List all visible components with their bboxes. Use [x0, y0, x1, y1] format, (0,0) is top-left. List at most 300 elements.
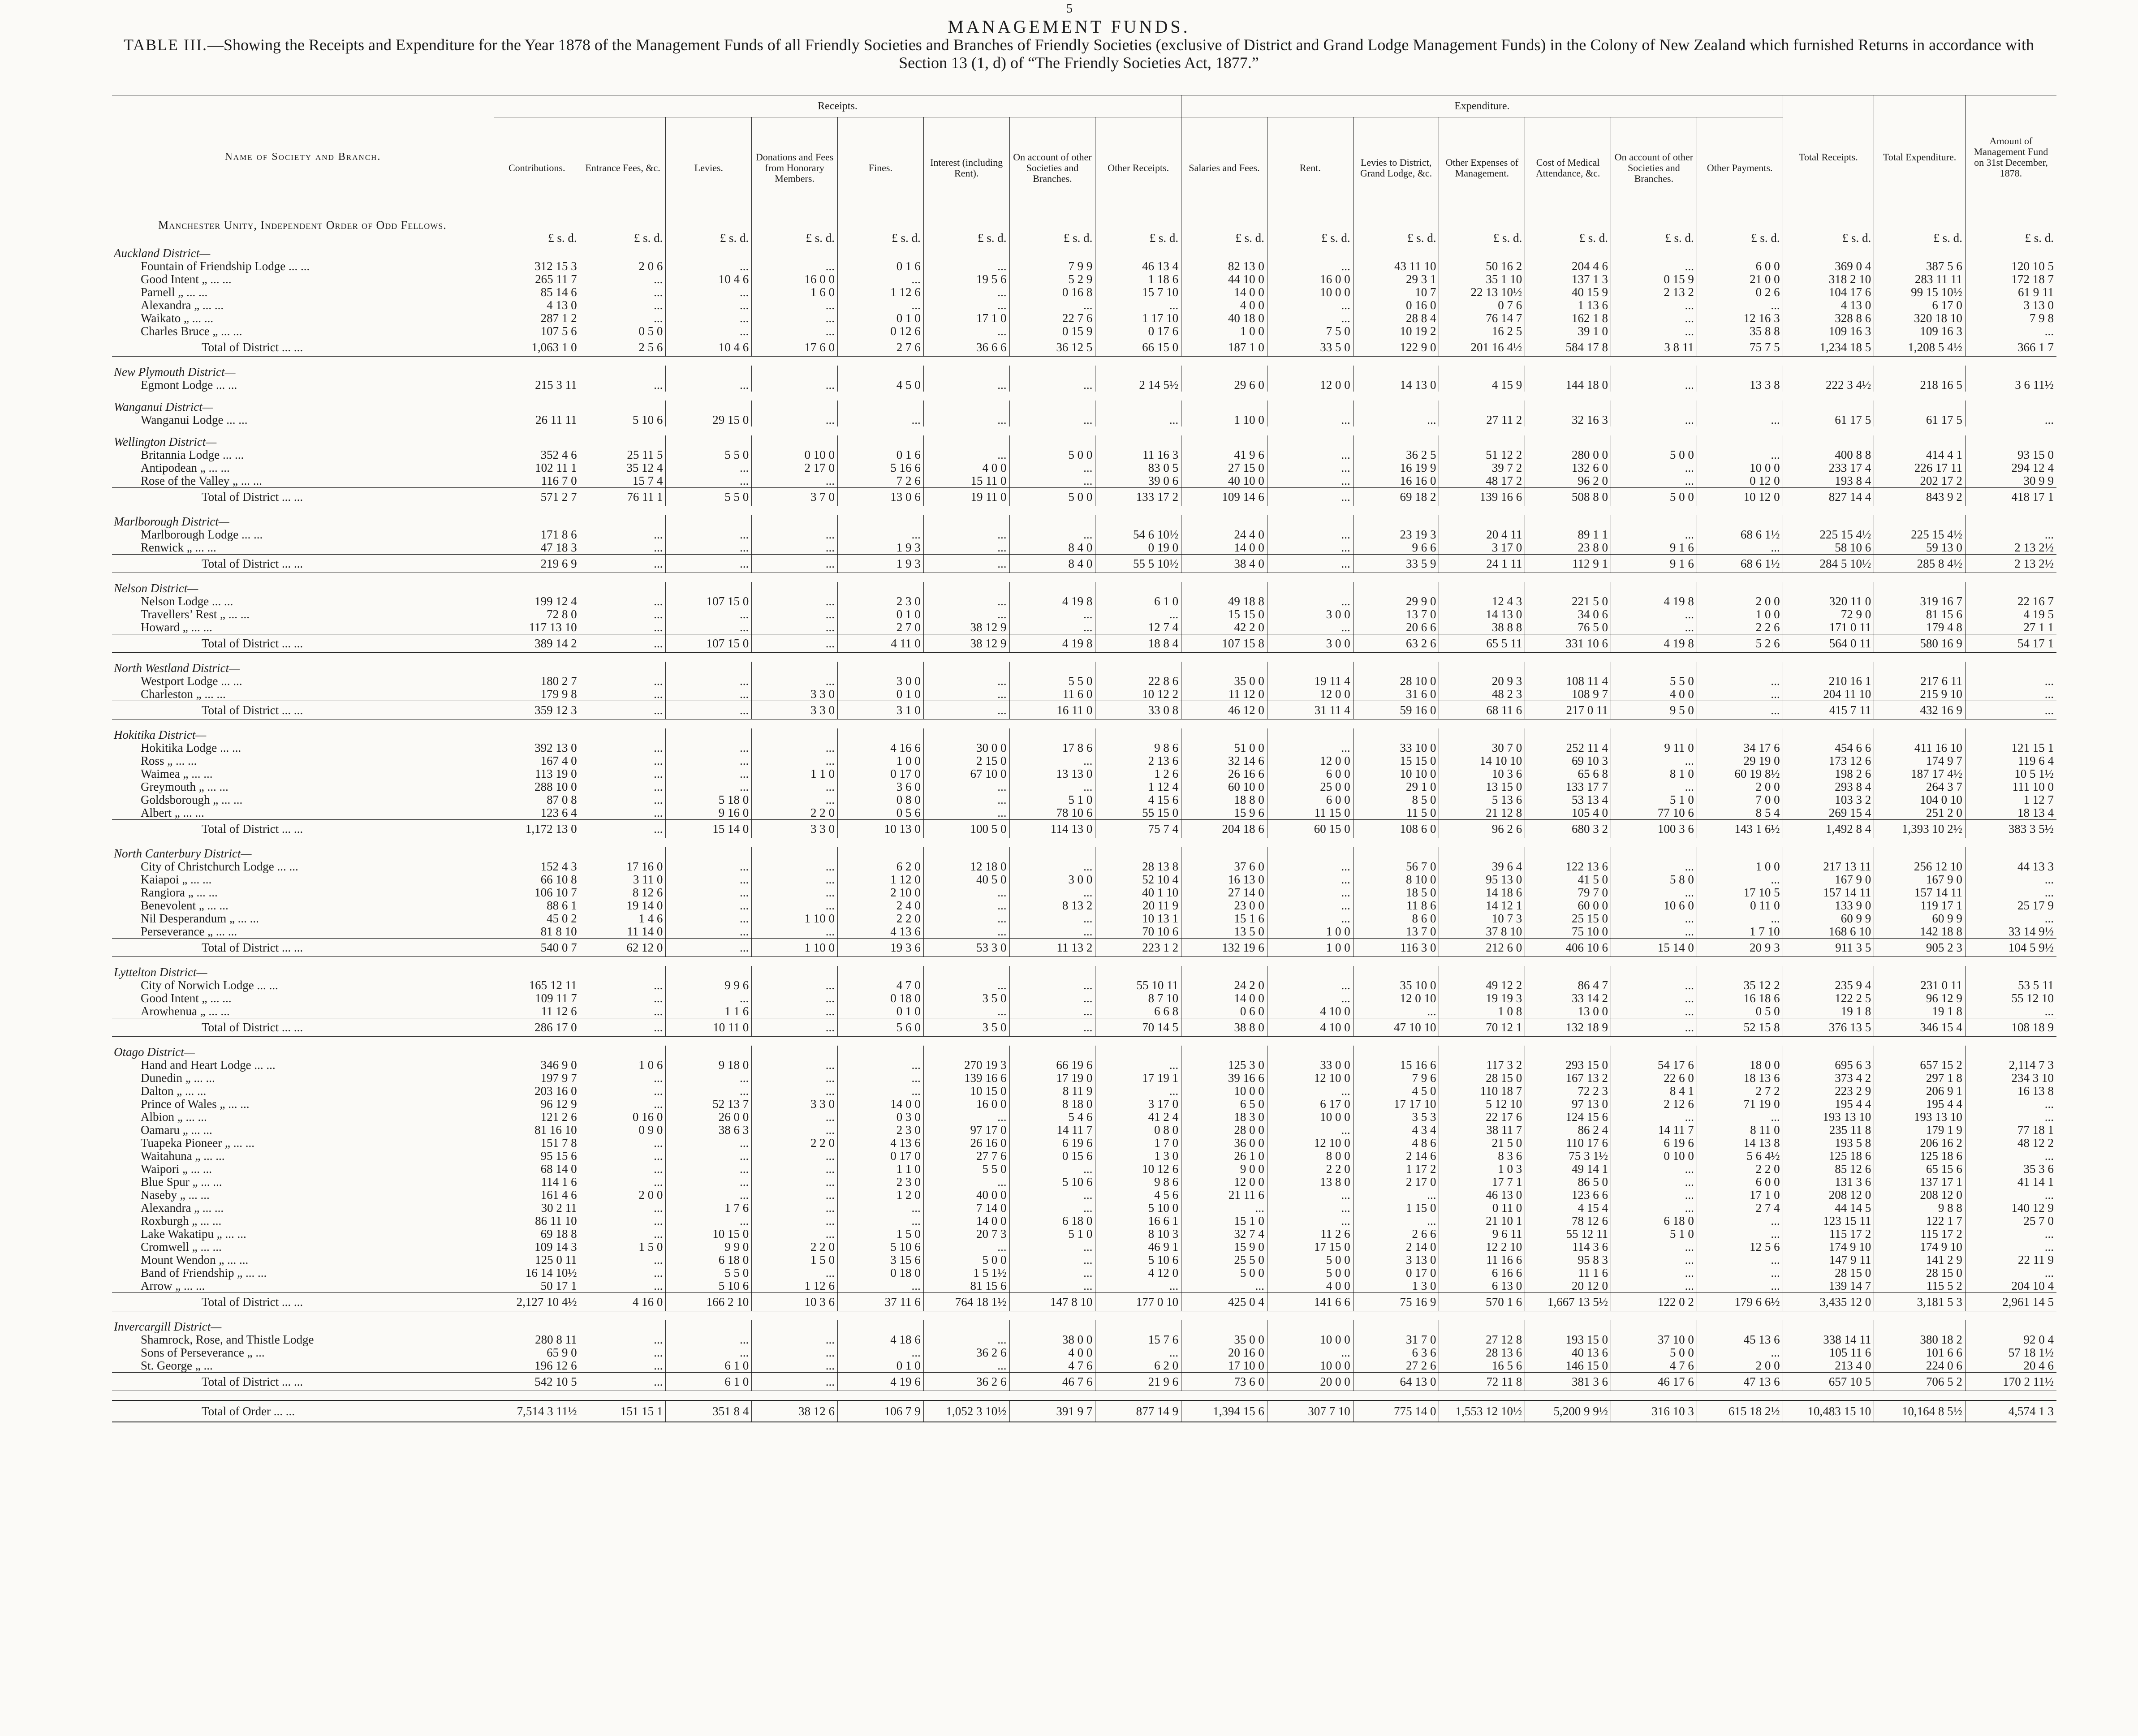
amount-cell: 19 3 6: [837, 939, 923, 957]
amount-cell: 66 19 6: [1009, 1059, 1095, 1072]
amount-cell: 47 18 3: [494, 541, 580, 555]
amount-cell: [1439, 219, 1525, 232]
amount-cell: 328 8 6: [1783, 312, 1874, 325]
amount-cell: 3 0 0: [1267, 634, 1353, 653]
amount-cell: ...: [580, 806, 666, 820]
amount-cell: 4 0 0: [1009, 1346, 1095, 1359]
amount-cell: 77 18 1: [1965, 1124, 2056, 1137]
amount-cell: [1525, 966, 1611, 979]
amount-cell: 346 15 4: [1874, 1018, 1966, 1037]
amount-cell: 4 5 0: [837, 379, 923, 392]
amount-cell: 68 6 1½: [1697, 555, 1783, 573]
lodge-row: [112, 1215, 2056, 1228]
amount-cell: [1095, 728, 1181, 741]
amount-cell: ...: [580, 1072, 666, 1085]
order-total-row: [112, 1400, 2056, 1422]
amount-cell: 1,234 18 5: [1783, 338, 1874, 357]
amount-cell: ...: [1611, 1005, 1697, 1018]
amount-cell: ...: [1611, 528, 1697, 541]
amount-cell: [837, 1320, 923, 1333]
amount-cell: 5 10 6: [666, 1279, 752, 1293]
amount-cell: 26 0 0: [666, 1111, 752, 1124]
amount-cell: ...: [1965, 414, 2056, 426]
amount-cell: 571 2 7: [494, 488, 580, 506]
amount-cell: 210 16 1: [1783, 675, 1874, 688]
row-name: Total of District ... ...: [112, 1018, 494, 1037]
amount-cell: 20 12 0: [1525, 1279, 1611, 1293]
amount-cell: 0 1 0: [837, 1005, 923, 1018]
amount-cell: ...: [1009, 461, 1095, 474]
lodge-row: [112, 793, 2056, 806]
amount-cell: 0 5 0: [1697, 1005, 1783, 1018]
amount-cell: [837, 401, 923, 414]
amount-cell: 23 8 0: [1525, 541, 1611, 555]
amount-cell: 120 10 5: [1965, 260, 2056, 273]
amount-cell: 387 5 6: [1874, 260, 1966, 273]
amount-cell: ...: [837, 273, 923, 286]
spacer-cell: [112, 838, 2056, 848]
amount-cell: 133 9 0: [1783, 899, 1874, 912]
amount-cell: 16 0 0: [752, 273, 838, 286]
amount-cell: 30 0 0: [923, 741, 1009, 754]
amount-cell: 1,553 12 10½: [1439, 1400, 1525, 1422]
amount-cell: ...: [1697, 675, 1783, 688]
amount-cell: ...: [1267, 992, 1353, 1005]
amount-cell: 180 2 7: [494, 675, 580, 688]
amount-cell: 4 19 8: [1611, 595, 1697, 608]
amount-cell: 4 13 0: [494, 299, 580, 312]
amount-cell: [1181, 247, 1267, 260]
amount-cell: 60 15 0: [1267, 820, 1353, 838]
amount-cell: 1 1 6: [666, 1005, 752, 1018]
amount-cell: [752, 1320, 838, 1333]
amount-cell: ...: [1611, 621, 1697, 634]
amount-cell: 0 8 0: [837, 793, 923, 806]
amount-cell: 35 0 0: [1181, 675, 1267, 688]
amount-cell: ...: [1611, 299, 1697, 312]
row-name: Oamaru „ ... ...: [141, 1124, 212, 1137]
amount-cell: 162 1 8: [1525, 312, 1611, 325]
amount-cell: 223 1 2: [1095, 939, 1181, 957]
amount-cell: 26 16 6: [1181, 767, 1267, 780]
amount-cell: ...: [1095, 1059, 1181, 1072]
amount-cell: 167 9 0: [1783, 873, 1874, 886]
amount-cell: [1353, 1046, 1439, 1059]
currency-unit-label: £ s. d.: [923, 232, 1009, 247]
row-name: Westport Lodge ... ...: [141, 675, 242, 688]
currency-unit-label: £ s. d.: [1353, 232, 1439, 247]
amount-cell: ...: [1965, 688, 2056, 701]
amount-cell: 5 8 0: [1611, 873, 1697, 886]
lodge-row: [112, 621, 2056, 634]
amount-cell: [1611, 1046, 1697, 1059]
amount-cell: 16 19 9: [1353, 461, 1439, 474]
amount-cell: 877 14 9: [1095, 1400, 1181, 1422]
amount-cell: [752, 219, 838, 232]
amount-cell: 40 10 0: [1181, 474, 1267, 488]
amount-cell: 2 4 0: [837, 899, 923, 912]
amount-cell: ...: [923, 595, 1009, 608]
amount-cell: [666, 366, 752, 379]
amount-cell: 3 3 0: [752, 820, 838, 838]
amount-cell: [1965, 1320, 2056, 1333]
row-name: Charles Bruce „ ... ...: [141, 325, 242, 338]
amount-cell: 8 10 0: [1353, 873, 1439, 886]
row-name: Waitahuna „ ... ...: [141, 1150, 225, 1163]
amount-cell: ...: [1697, 448, 1783, 461]
amount-cell: 0 1 0: [837, 608, 923, 621]
amount-cell: 195 4 4: [1783, 1098, 1874, 1111]
amount-cell: ...: [923, 1005, 1009, 1018]
district-total-row: [112, 701, 2056, 719]
amount-cell: 1 0 6: [580, 1059, 666, 1072]
district-heading-row: [112, 662, 2056, 675]
amount-cell: [1874, 219, 1966, 232]
amount-cell: ...: [666, 1150, 752, 1163]
amount-cell: 10 3 6: [752, 1293, 838, 1311]
amount-cell: [1783, 366, 1874, 379]
currency-unit-label: £ s. d.: [1697, 232, 1783, 247]
amount-cell: ...: [666, 767, 752, 780]
amount-cell: 122 0 2: [1611, 1293, 1697, 1311]
amount-cell: 316 10 3: [1611, 1400, 1697, 1422]
amount-cell: ...: [1611, 886, 1697, 899]
amount-cell: ...: [1009, 299, 1095, 312]
amount-cell: 1 12 4: [1095, 780, 1181, 793]
row-name: Britannia Lodge ... ...: [141, 448, 244, 461]
amount-cell: ...: [1611, 325, 1697, 338]
amount-cell: 141 2 9: [1874, 1254, 1966, 1266]
row-name: Total of District ... ...: [112, 820, 494, 838]
amount-cell: 105 11 6: [1783, 1346, 1874, 1359]
amount-cell: ...: [666, 780, 752, 793]
amount-cell: 15 15 0: [1181, 608, 1267, 621]
amount-cell: 2 2 0: [752, 806, 838, 820]
amount-cell: 5 0 0: [1611, 488, 1697, 506]
lodge-row: [112, 1333, 2056, 1346]
amount-cell: ...: [1697, 1111, 1783, 1124]
amount-cell: 1 5 0: [580, 1241, 666, 1254]
amount-cell: 1 9 3: [837, 555, 923, 573]
amount-cell: ...: [1009, 1005, 1095, 1018]
amount-cell: 5 0 0: [1181, 1266, 1267, 1279]
amount-cell: ...: [1009, 1254, 1095, 1266]
amount-cell: 15 9 0: [1181, 1241, 1267, 1254]
amount-cell: 95 13 0: [1439, 873, 1525, 886]
lodge-row: [112, 1176, 2056, 1189]
amount-cell: 34 17 6: [1697, 741, 1783, 754]
amount-cell: 107 15 8: [1181, 634, 1267, 653]
amount-cell: 1 9 3: [837, 541, 923, 555]
amount-cell: 208 12 0: [1874, 1189, 1966, 1202]
amount-cell: 12 10 0: [1267, 1072, 1353, 1085]
amount-cell: 10 12 6: [1095, 1163, 1181, 1176]
amount-cell: [752, 728, 838, 741]
amount-cell: 1 17 2: [1353, 1163, 1439, 1176]
amount-cell: [494, 847, 580, 860]
amount-cell: 2 15 0: [923, 754, 1009, 767]
amount-cell: ...: [837, 1085, 923, 1098]
amount-cell: 352 4 6: [494, 448, 580, 461]
spacer-cell: [112, 573, 2056, 582]
amount-cell: 115 17 2: [1874, 1228, 1966, 1241]
amount-cell: 0 1 6: [837, 448, 923, 461]
amount-cell: 109 14 6: [1181, 488, 1267, 506]
amount-cell: [494, 401, 580, 414]
amount-cell: ...: [1009, 886, 1095, 899]
amount-cell: 0 7 6: [1439, 299, 1525, 312]
amount-cell: 122 9 0: [1353, 338, 1439, 357]
amount-cell: [1611, 515, 1697, 528]
amount-cell: 351 8 4: [666, 1400, 752, 1422]
amount-cell: 14 18 6: [1439, 886, 1525, 899]
row-name: Invercargill District—: [114, 1320, 222, 1333]
amount-cell: ...: [666, 541, 752, 555]
row-name: City of Christchurch Lodge ... ...: [141, 860, 298, 873]
amount-cell: 11 6 0: [1009, 688, 1095, 701]
amount-cell: [1267, 728, 1353, 741]
amount-cell: ...: [923, 608, 1009, 621]
amount-cell: ...: [580, 979, 666, 992]
amount-cell: ...: [1697, 1279, 1783, 1293]
amount-cell: 320 11 0: [1783, 595, 1874, 608]
amount-cell: 11 14 0: [580, 925, 666, 939]
amount-cell: 8 4 0: [1009, 541, 1095, 555]
spacer-cell: [112, 957, 2056, 966]
amount-cell: 4 19 8: [1009, 595, 1095, 608]
amount-cell: [1697, 401, 1783, 414]
amount-cell: 14 0 0: [1181, 992, 1267, 1005]
amount-cell: ...: [752, 754, 838, 767]
amount-cell: 193 13 10: [1874, 1111, 1966, 1124]
column-header: Fines.: [837, 117, 923, 219]
amount-cell: 33 14 2: [1525, 992, 1611, 1005]
amount-cell: 141 6 6: [1267, 1293, 1353, 1311]
amount-cell: 1 0 0: [1697, 608, 1783, 621]
amount-cell: 28 10 0: [1353, 675, 1439, 688]
amount-cell: [1611, 966, 1697, 979]
amount-cell: [837, 247, 923, 260]
amount-cell: 19 11 0: [923, 488, 1009, 506]
amount-cell: 4 7 0: [837, 979, 923, 992]
spacer-row: [112, 838, 2056, 848]
amount-cell: [1181, 847, 1267, 860]
amount-cell: 508 8 0: [1525, 488, 1611, 506]
amount-cell: [923, 247, 1009, 260]
amount-cell: 96 2 6: [1439, 820, 1525, 838]
amount-cell: 29 19 0: [1697, 754, 1783, 767]
amount-cell: 217 0 11: [1525, 701, 1611, 719]
amount-cell: 6 16 6: [1439, 1266, 1525, 1279]
amount-cell: ...: [580, 1333, 666, 1346]
amount-cell: ...: [752, 860, 838, 873]
amount-cell: 45 0 2: [494, 912, 580, 925]
amount-cell: [1697, 662, 1783, 675]
spacer-cell: [112, 1311, 2056, 1321]
amount-cell: 179 6 6½: [1697, 1293, 1783, 1311]
amount-cell: 55 10 11: [1095, 979, 1181, 992]
amount-cell: 3 13 0: [1353, 1254, 1439, 1266]
amount-cell: 8 13 2: [1009, 899, 1095, 912]
amount-cell: 38 8 0: [1181, 1018, 1267, 1037]
amount-cell: 0 2 6: [1697, 286, 1783, 299]
amount-cell: ...: [1611, 379, 1697, 392]
district-total-row: [112, 1018, 2056, 1037]
amount-cell: [1525, 728, 1611, 741]
amount-cell: 1,063 1 0: [494, 338, 580, 357]
amount-cell: 3 13 0: [1965, 299, 2056, 312]
lodge-row: [112, 1279, 2056, 1293]
amount-cell: 215 3 11: [494, 379, 580, 392]
amount-cell: ...: [1009, 912, 1095, 925]
amount-cell: 1 1 0: [837, 1163, 923, 1176]
amount-cell: 61 17 5: [1874, 414, 1966, 426]
amount-cell: [1525, 662, 1611, 675]
amount-cell: 55 12 10: [1965, 992, 2056, 1005]
amount-cell: ...: [580, 634, 666, 653]
amount-cell: ...: [580, 555, 666, 573]
spacer-row: [112, 1391, 2056, 1401]
amount-cell: [1267, 662, 1353, 675]
amount-cell: 161 4 6: [494, 1189, 580, 1202]
amount-cell: [1783, 1320, 1874, 1333]
amount-cell: [923, 1046, 1009, 1059]
amount-cell: ...: [752, 1333, 838, 1346]
amount-cell: 9 9 0: [666, 1241, 752, 1254]
amount-cell: ...: [752, 886, 838, 899]
amount-cell: 0 5 6: [837, 806, 923, 820]
amount-cell: 2 14 6: [1353, 1150, 1439, 1163]
currency-unit-label: £ s. d.: [1009, 232, 1095, 247]
amount-cell: 193 15 0: [1525, 1333, 1611, 1346]
amount-cell: ...: [1267, 1085, 1353, 1098]
amount-cell: 3 11 0: [580, 873, 666, 886]
amount-cell: 10 12 0: [1697, 488, 1783, 506]
amount-cell: ...: [1611, 312, 1697, 325]
amount-cell: 30 2 11: [494, 1202, 580, 1215]
amount-cell: [1095, 1046, 1181, 1059]
amount-cell: [837, 366, 923, 379]
amount-cell: 14 0 0: [1181, 541, 1267, 555]
lodge-row: [112, 541, 2056, 555]
amount-cell: 320 18 10: [1874, 312, 1966, 325]
amount-cell: 0 16 8: [1009, 286, 1095, 299]
amount-cell: 5 10 6: [580, 414, 666, 426]
amount-cell: 19 11 4: [1267, 675, 1353, 688]
row-name: Tuapeka Pioneer „ ... ...: [141, 1137, 254, 1150]
amount-cell: 121 15 1: [1965, 741, 2056, 754]
amount-cell: 131 3 6: [1783, 1176, 1874, 1189]
lodge-row: [112, 688, 2056, 701]
row-name: Lyttelton District—: [114, 966, 207, 979]
amount-cell: ...: [923, 979, 1009, 992]
amount-cell: ...: [1611, 1279, 1697, 1293]
amount-cell: 103 3 2: [1783, 793, 1874, 806]
lodge-row: [112, 325, 2056, 338]
amount-cell: 35 10 0: [1353, 979, 1439, 992]
amount-cell: ...: [580, 286, 666, 299]
amount-cell: 3 0 0: [1009, 873, 1095, 886]
lodge-row: [112, 741, 2056, 754]
amount-cell: ...: [1965, 1266, 2056, 1279]
amount-cell: 24 4 0: [1181, 528, 1267, 541]
amount-cell: ...: [1611, 1202, 1697, 1215]
amount-cell: ...: [1267, 899, 1353, 912]
amount-cell: 143 1 6½: [1697, 820, 1783, 838]
amount-cell: [1611, 435, 1697, 448]
amount-cell: 33 10 0: [1353, 741, 1439, 754]
amount-cell: 287 1 2: [494, 312, 580, 325]
amount-cell: 114 3 6: [1525, 1241, 1611, 1254]
amount-cell: 133 17 2: [1095, 488, 1181, 506]
row-name: Greymouth „ ... ...: [141, 780, 228, 793]
amount-cell: 57 18 1½: [1965, 1346, 2056, 1359]
amount-cell: ...: [1267, 461, 1353, 474]
amount-cell: 52 13 7: [666, 1098, 752, 1111]
amount-cell: 31 6 0: [1353, 688, 1439, 701]
amount-cell: [1181, 515, 1267, 528]
amount-cell: 0 19 0: [1095, 541, 1181, 555]
amount-cell: [1181, 1320, 1267, 1333]
amount-cell: ...: [1267, 873, 1353, 886]
lodge-row: [112, 286, 2056, 299]
amount-cell: 5 1 0: [1611, 1228, 1697, 1241]
amount-cell: 66 10 8: [494, 873, 580, 886]
amount-cell: 47 10 10: [1353, 1018, 1439, 1037]
amount-cell: 16 0 0: [1267, 273, 1353, 286]
amount-cell: ...: [666, 899, 752, 912]
district-total-row: [112, 488, 2056, 506]
amount-cell: ...: [752, 260, 838, 273]
lodge-row: [112, 1137, 2056, 1150]
amount-cell: 26 11 11: [494, 414, 580, 426]
amount-cell: 36 6 6: [923, 338, 1009, 357]
amount-cell: [1439, 366, 1525, 379]
amount-cell: [1009, 515, 1095, 528]
amount-cell: ...: [666, 1085, 752, 1098]
amount-cell: 4 0 0: [923, 461, 1009, 474]
amount-cell: 132 6 0: [1525, 461, 1611, 474]
amount-cell: 15 11 0: [923, 474, 1009, 488]
amount-cell: [1095, 1320, 1181, 1333]
amount-cell: [837, 515, 923, 528]
amount-cell: 42 2 0: [1181, 621, 1267, 634]
amount-cell: ...: [580, 1266, 666, 1279]
amount-cell: 8 0 0: [1267, 1150, 1353, 1163]
amount-cell: 5 0 0: [1267, 1254, 1353, 1266]
row-name: Total of Order ... ...: [112, 1400, 494, 1422]
amount-cell: ...: [1009, 608, 1095, 621]
amount-cell: [1783, 247, 1874, 260]
amount-cell: ...: [1009, 1189, 1095, 1202]
spacer-row: [112, 573, 2056, 582]
amount-cell: ...: [1611, 754, 1697, 767]
amount-cell: [1009, 435, 1095, 448]
amount-cell: [1874, 515, 1966, 528]
amount-cell: 7 0 0: [1697, 793, 1783, 806]
amount-cell: 5 1 0: [1009, 1228, 1095, 1241]
amount-cell: 3 0 0: [1267, 608, 1353, 621]
amount-cell: 16 13 8: [1965, 1085, 2056, 1098]
amount-cell: 208 12 0: [1783, 1189, 1874, 1202]
row-name: Hokitika District—: [114, 728, 207, 741]
amount-cell: 11 12 0: [1181, 688, 1267, 701]
amount-cell: ...: [666, 754, 752, 767]
amount-cell: ...: [1181, 1279, 1267, 1293]
amount-cell: 109 16 3: [1783, 325, 1874, 338]
amount-cell: ...: [1965, 1241, 2056, 1254]
lodge-row: [112, 448, 2056, 461]
